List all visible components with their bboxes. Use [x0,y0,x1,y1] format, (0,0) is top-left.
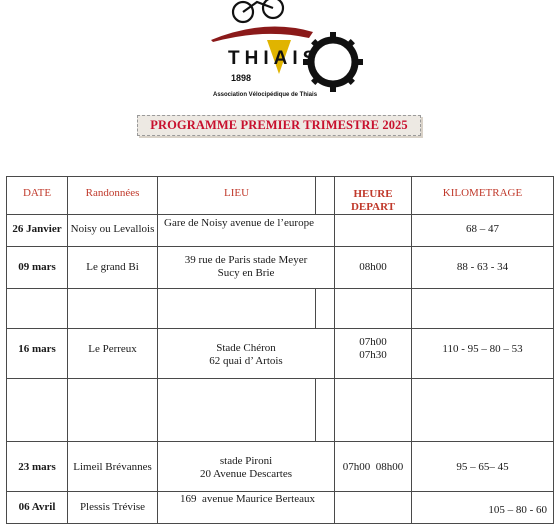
cell-date: 09 mars [7,247,68,289]
header-date: DATE [7,177,68,215]
cell-heure: 08h00 [335,247,412,289]
header-randonnees: Randonnées [68,177,158,215]
programme-table [6,176,554,524]
cell-lieu: Stade Chéron 62 quai d’ Artois [158,329,335,379]
cell-km: 95 – 65– 45 [412,442,554,492]
table-header-row [7,177,554,215]
table-row [7,329,554,379]
table-row [7,492,554,524]
programme-title: PROGRAMME PREMIER TRIMESTRE 2025 [150,118,408,132]
cell-randonnee: Plessis Trévise [68,492,158,524]
cell-date: 06 Avril [7,492,68,524]
cell-lieu: 39 rue de Paris stade Meyer Sucy en Brie [158,247,335,289]
cell-date: 26 Janvier [7,215,68,247]
club-logo [205,0,365,110]
cell-km: 88 - 63 - 34 [412,247,554,289]
cell-randonnee: Noisy ou Levallois [68,215,158,247]
header-heure-depart: HEURE DEPART [335,177,412,215]
logo-subtitle: Association Vélocipédique de Thiais [213,92,318,98]
swoosh-shape [211,27,313,42]
cell-lieu: stade Pironi 20 Avenue Descartes [158,442,335,492]
cell-lieu: 169 avenue Maurice Berteaux [158,492,335,524]
header-spacer [316,177,335,215]
table-row [7,215,554,247]
cell-km: 110 - 95 – 80 – 53 [412,329,554,379]
cell-randonnee: Limeil Brévannes [68,442,158,492]
programme-title-banner [137,115,421,136]
header-kilometrage: KILOMETRAGE [412,177,554,215]
cell-heure: 07h00 07h30 [335,329,412,379]
table-row-empty [7,379,554,442]
cell-randonnee: Le grand Bi [68,247,158,289]
cell-date: 16 mars [7,329,68,379]
table-row [7,247,554,289]
cell-km: 68 – 47 [412,215,554,247]
table-row-empty [7,289,554,329]
cell-heure [335,492,412,524]
cell-randonnee: Le Perreux [68,329,158,379]
cell-date: 23 mars [7,442,68,492]
table-row [7,442,554,492]
cell-km: 105 – 80 - 60 [412,492,554,524]
cyclist-icon [233,0,283,22]
cell-heure [335,215,412,247]
logo-year: 1898 [231,73,252,83]
header-lieu: LIEU [158,177,316,215]
logo-name: THIAIS [228,48,321,69]
cell-lieu: Gare de Noisy avenue de l’europe [158,215,335,247]
cell-heure: 07h00 08h00 [335,442,412,492]
